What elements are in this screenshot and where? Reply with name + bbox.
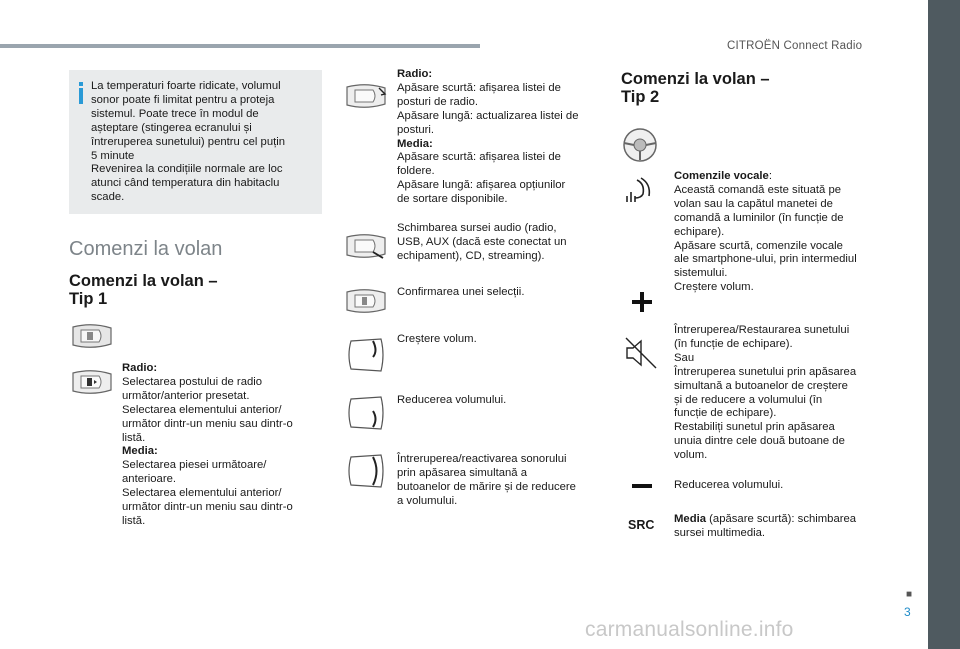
header-rule bbox=[0, 44, 480, 48]
page-number: 3 bbox=[904, 605, 911, 619]
header-title: CITROËN Connect Radio bbox=[727, 40, 863, 52]
volume-down-stalk-icon bbox=[345, 395, 387, 431]
watermark: carmanualsonline.info bbox=[585, 618, 794, 641]
stalk-confirm-icon bbox=[343, 287, 389, 315]
volume-up-stalk-icon bbox=[345, 337, 387, 373]
steering-wheel-icon bbox=[621, 127, 659, 163]
type2-mute-text: Întreruperea/Restaurarea sunetului (în funcție de echipare). Sau Întreruperea sunetului prin apăsarea simultană a butoanelor de creștere și de reducere a volumului (în funcție de echipare). Restabiliți sunetul prin apăsarea unuia dintre cele două butoane de volum. bbox=[674, 324, 857, 462]
info-text: La temperaturi foarte ridicate, volumul sonor poate fi limitat pentru a proteja sistemul. Poate trece în modul de așteptare (stingerea ecranului și întreruperea sunetului) pentru cel puțin 5 minute Revenirea la condițiile normale are loc atunci când temperatura din habitaclu scade. bbox=[91, 80, 286, 204]
minus-text: Reducerea volumului. bbox=[674, 479, 784, 491]
mute-text: Întreruperea/reactivarea sonorului prin apăsarea simultană a butoanelor de mărire și de reducere a volumului. bbox=[397, 453, 576, 507]
type2-heading: Comenzi la volan – Tip 2 bbox=[621, 70, 770, 106]
minus-icon bbox=[632, 484, 652, 489]
side-band bbox=[928, 0, 960, 649]
stalk-end-rotate-icon bbox=[69, 368, 115, 396]
plus-icon bbox=[632, 292, 652, 312]
stalk-end-press-icon bbox=[343, 82, 389, 110]
type1-heading: Comenzi la volan – Tip 1 bbox=[69, 272, 218, 308]
confirm-text: Confirmarea unei selecții. bbox=[397, 286, 525, 298]
steering-stalk-icon bbox=[69, 322, 115, 350]
voice-command-icon bbox=[623, 176, 657, 206]
info-icon bbox=[76, 82, 86, 104]
src-text: Media (apăsare scurtă): schimbarea sursei multimedia. bbox=[674, 513, 857, 539]
mute-stalk-icon bbox=[345, 453, 387, 489]
voice-command-text: Comenzile vocale: Această comandă este situată pe volan sau la capătul manetei de comandă a luminilor (în funcție de echipare). Apăsare scurtă, comenzile vocale ale smartphone-ului, prin intermediul sistemului. Creștere volum. bbox=[674, 170, 857, 294]
volume-up-text: Creștere volum. bbox=[397, 333, 477, 345]
source-text: Schimbarea sursei audio (radio, USB, AUX (dacă este conectat un echipament), CD, streaming). bbox=[397, 222, 567, 262]
src-label: SRC bbox=[628, 518, 655, 532]
volume-down-text: Reducerea volumului. bbox=[397, 394, 507, 406]
continue-marker: ■ bbox=[906, 589, 913, 600]
mute-speaker-icon bbox=[624, 336, 658, 370]
type1-radio-media-text: Radio: Selectarea postului de radio următor/anterior presetat. Selectarea elementului anterior/ următor dintr-un meniu sau dintr-o listă. Media: Selectarea piesei următoare/ anterioare. Selectarea elementului anterior/ următor dintr-un meniu sau dintr-o listă. bbox=[122, 362, 293, 527]
stalk-source-icon bbox=[343, 232, 389, 260]
section-title: Comenzi la volan bbox=[69, 238, 223, 260]
middle-radio-media-text: Radio: Apăsare scurtă: afișarea listei de posturi de radio. Apăsare lungă: actualizarea listei de posturi. Media: Apăsare scurtă: afișarea listei de foldere. Apăsare lungă: afișarea opțiunilor de sortare disponibile. bbox=[397, 68, 579, 206]
